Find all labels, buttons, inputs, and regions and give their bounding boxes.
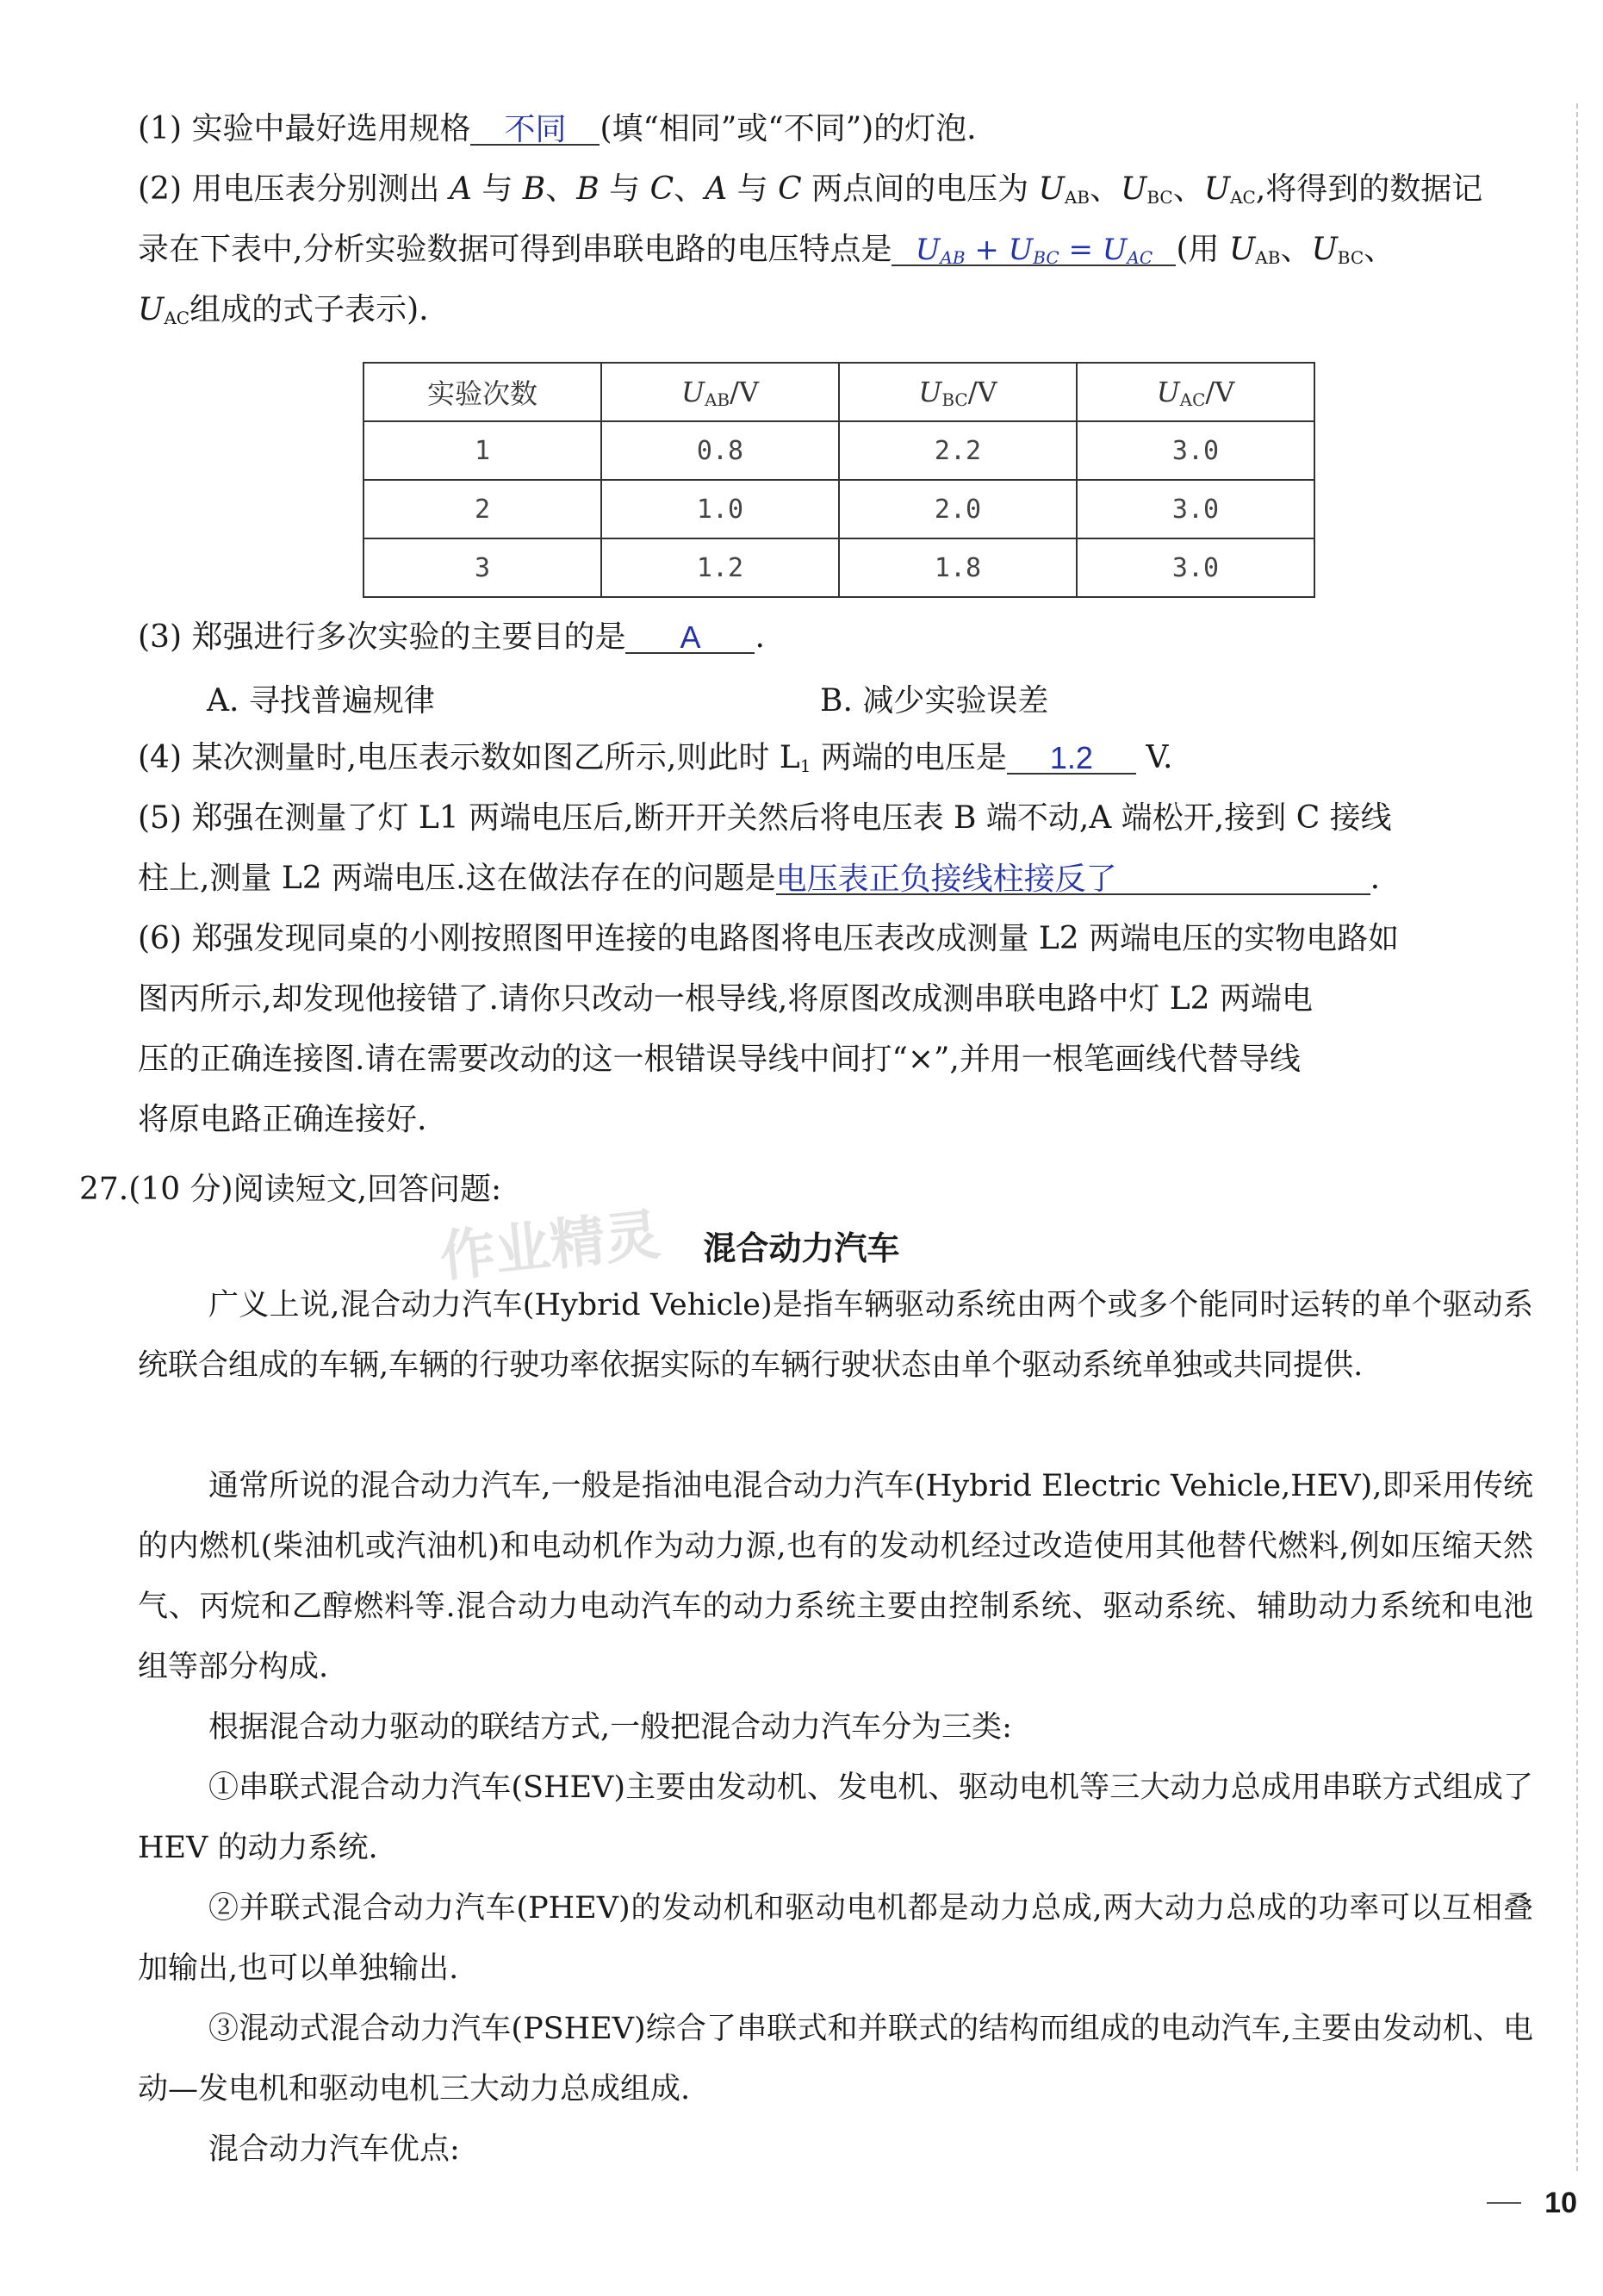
cell: 1.0 <box>601 480 839 538</box>
question-6-line4: 将原电路正确连接好. <box>138 1102 427 1137</box>
q3-text: (3) 郑强进行多次实验的主要目的是 <box>138 619 626 655</box>
q5-answer-blank[interactable] <box>776 859 1370 895</box>
q2-line1-suffix: ,将得到的数据记 <box>1255 171 1483 207</box>
table-row <box>363 480 1314 538</box>
table-header-row <box>363 363 1314 421</box>
cell: 1 <box>363 421 601 480</box>
paragraph-3: 根据混合动力驱动的联结方式,一般把混合动力汽车分为三类: <box>208 1710 1012 1745</box>
q2-line3-suffix: 组成的式子表示). <box>190 292 429 327</box>
paragraph-1: 广义上说,混合动力汽车(Hybrid Vehicle)是指车辆驱动系统由两个或多个能同时运转的单个驱动系统联合组成的车辆,车辆的行驶功率依据实际的车辆行驶状态由单个驱动系统单独或共同提供. <box>138 1288 1533 1383</box>
q3-option-a[interactable]: A. 寻找普遍规律 <box>207 683 435 719</box>
question-2-line3: $U_{AC}$组成的式子表示). <box>138 292 429 328</box>
cell: 2.2 <box>839 421 1077 480</box>
cell: 3 <box>363 538 601 597</box>
q2-line1-prefix: (2) 用电压表分别测出 <box>138 171 450 207</box>
q5-text: 柱上,测量 L2 两端电压.这在做法存在的问题是 <box>138 861 776 896</box>
q1-text: (1) 实验中最好选用规格 <box>138 111 471 146</box>
q4-suffix: V. <box>1146 740 1173 775</box>
data-table <box>363 362 1315 598</box>
question-6-line2: 图丙所示,却发现他接错了.请你只改动一根导线,将原图改成测串联电路中灯 L2 两端电 <box>138 981 1314 1017</box>
q2-line2-prefix: 录在下表中,分析实验数据可得到串联电路的电压特点是 <box>138 232 892 267</box>
question-3: (3) 郑强进行多次实验的主要目的是 A . <box>138 607 1550 668</box>
header-uac: $U_{AC}/V$ <box>1077 363 1314 421</box>
cell: 3.0 <box>1077 421 1314 480</box>
q4-answer-blank[interactable] <box>1007 738 1136 775</box>
paragraph-2: 通常所说的混合动力汽车,一般是指油电混合动力汽车(Hybrid Electric Vehicle,HEV),即采用传统的内燃机(柴油机或汽油机)和电动机作为动力源,也有的发动机经过改造使用其他替代燃料,例如压缩天然气、丙烷和乙醇燃料等.混合动力电动汽车的动力系统主要由控制系统、驱动系统、辅助动力系统和电池组等部分构成. <box>138 1469 1533 1684</box>
q3-answer-blank[interactable] <box>625 618 755 654</box>
q2-line2-suffix: (用 <box>1176 232 1229 267</box>
question-2-line2: 录在下表中,分析实验数据可得到串联电路的电压特点是 $U_{AB} + U_{BC} = U_{AC}$ (用 $U_{AB}$、$U_{BC}$、 <box>138 220 1550 280</box>
q2-answer: $U_{AB} + U_{BC} = U_{AC}$ <box>915 233 1153 268</box>
q3-option-b[interactable]: B. 减少实验误差 <box>820 683 1049 719</box>
question-5-line1: (5) 郑强在测量了灯 L1 两端电压后,断开开关然后将电压表 B 端不动,A 端松开,接到 C 接线 <box>138 800 1392 836</box>
watermark: 作业精灵 <box>437 1203 663 1291</box>
question-27-header: 27.(10 分)阅读短文,回答问题: <box>79 1172 502 1207</box>
q1-answer-blank[interactable] <box>470 109 600 146</box>
page-number-dash <box>1487 2202 1521 2204</box>
paragraph-6: ③混动式混合动力汽车(PSHEV)综合了串联式和并联式的结构而组成的电动汽车,主要由发动机、电动—发电机和驱动电机三大动力总成组成. <box>138 2012 1533 2106</box>
question-4: (4) 某次测量时,电压表示数如图乙所示,则此时 $L_1$ 两端的电压是 1.2 V. <box>138 728 1550 788</box>
q4-text2: 两端的电压是 <box>811 740 1007 775</box>
question-6-line1: (6) 郑强发现同桌的小刚按照图甲连接的电路图将电压表改成测量 L2 两端电压的实物电路如 <box>138 921 1400 956</box>
table-row <box>363 538 1314 597</box>
q4-text: (4) 某次测量时,电压表示数如图乙所示,则此时 L <box>138 740 800 775</box>
article-title: 混合动力汽车 <box>703 1229 900 1267</box>
question-2-line1: (2) 用电压表分别测出 A 与 B、B 与 C、A 与 C 两点间的电压为 $U_{AB}$、$U_{BC}$、$U_{AC}$,将得到的数据记 <box>138 171 1483 208</box>
question-5-line2: 柱上,测量 L2 两端电压.这在做法存在的问题是 电压表正负接线柱接反了 . <box>138 849 1550 909</box>
question-6-line3: 压的正确连接图.请在需要改动的这一根错误导线中间打“×”,并用一根笔画线代替导线 <box>138 1042 1301 1077</box>
cell: 2 <box>363 480 601 538</box>
q2-line1-mid: 两点间的电压为 <box>801 171 1039 207</box>
paragraph-4: ①串联式混合动力汽车(SHEV)主要由发动机、发电机、驱动电机等三大动力总成用串联方式组成了 HEV 的动力系统. <box>138 1770 1533 1865</box>
question-1 <box>138 99 1550 159</box>
q5-answer: 电压表正负接线柱接反了 <box>775 861 1117 896</box>
q1-answer: 不同 <box>504 111 567 146</box>
q1-suffix: (填“相同”或“不同”)的灯泡. <box>600 111 977 146</box>
cell: 0.8 <box>601 421 839 480</box>
header-trial: 实验次数 <box>363 363 601 421</box>
q4-answer: 1.2 <box>1049 740 1093 775</box>
header-ubc: $U_{BC}/V$ <box>839 363 1077 421</box>
page-number: 10 <box>1544 2187 1577 2219</box>
paragraph-5: ②并联式混合动力汽车(PHEV)的发动机和驱动电机都是动力总成,两大动力总成的功率可以互相叠加输出,也可以单独输出. <box>138 1891 1533 1986</box>
cell: 2.0 <box>839 480 1077 538</box>
cell: 1.8 <box>839 538 1077 597</box>
cell: 1.2 <box>601 538 839 597</box>
margin-dashed-line <box>1576 103 1578 2171</box>
paragraph-7: 混合动力汽车优点: <box>208 2132 460 2167</box>
cell: 3.0 <box>1077 538 1314 597</box>
q2-answer-blank[interactable] <box>892 230 1176 266</box>
header-uab: $U_{AB}/V$ <box>601 363 839 421</box>
cell: 3.0 <box>1077 480 1314 538</box>
q3-answer: A <box>680 619 701 655</box>
table-row <box>363 421 1314 480</box>
